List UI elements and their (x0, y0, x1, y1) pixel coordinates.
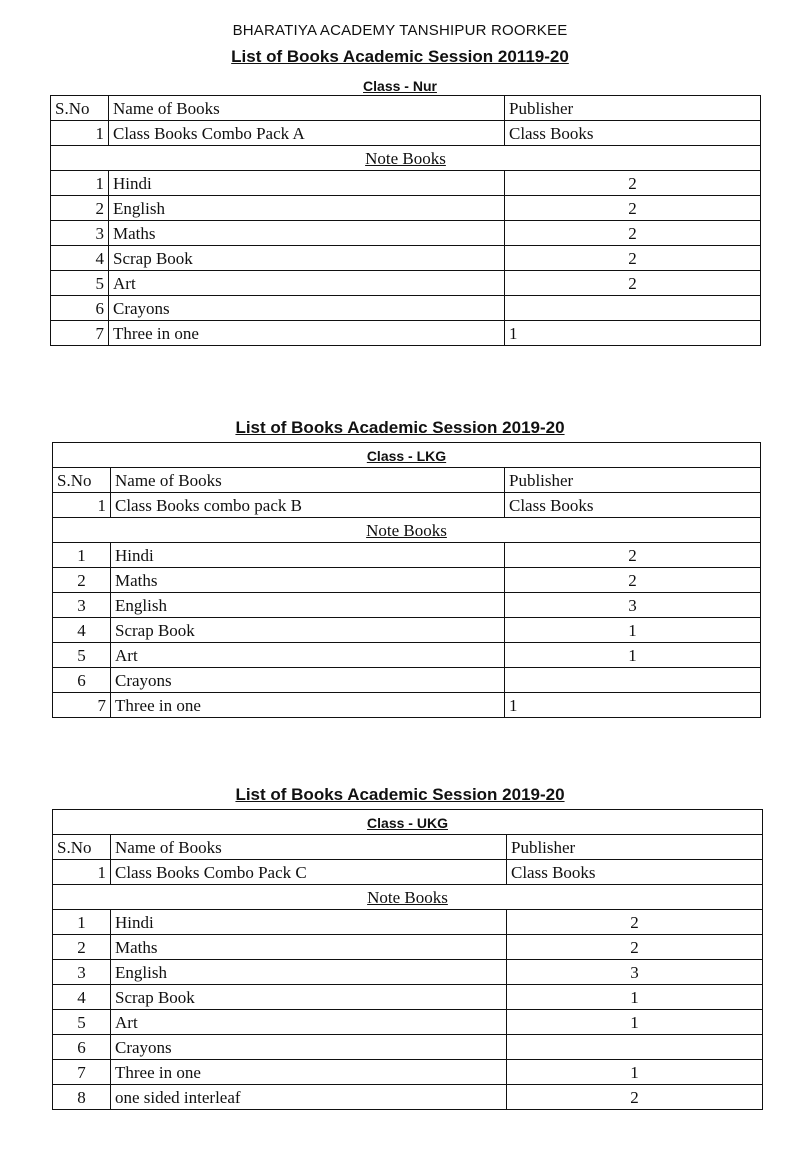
book-name: Class Books Combo Pack A (109, 121, 505, 146)
notebook-qty: 2 (505, 246, 761, 271)
notebook-qty: 2 (505, 568, 761, 593)
table-row (51, 121, 761, 146)
table-row (53, 1085, 763, 1110)
books-table-ukg (52, 809, 763, 1110)
table-row (53, 668, 761, 693)
book-publisher: Class Books (507, 860, 763, 885)
book-name: Class Books combo pack B (111, 493, 505, 518)
notebook-name: Three in one (109, 321, 505, 346)
notebook-name: Hindi (109, 171, 505, 196)
notebook-qty: 1 (505, 693, 761, 718)
section-title-ukg: List of Books Academic Session 2019-20 (235, 785, 565, 804)
notebook-sno: 4 (51, 246, 109, 271)
notebook-name: Three in one (111, 1060, 507, 1085)
table-row (53, 985, 763, 1010)
table-row (53, 960, 763, 985)
table-row (53, 1060, 763, 1085)
class-heading-nur (0, 78, 800, 96)
book-publisher: Class Books (505, 121, 761, 146)
table-row (51, 171, 761, 196)
school-name: BHARATIYA ACADEMY TANSHIPUR ROORKEE (232, 22, 568, 39)
section-title-nur: List of Books Academic Session 20119-20 (231, 47, 569, 66)
table-row (53, 618, 761, 643)
notebook-qty: 2 (505, 171, 761, 196)
table-header-row (51, 96, 761, 121)
notebook-sno: 1 (53, 910, 111, 935)
table-row (53, 593, 761, 618)
sno-header: S.No (53, 835, 111, 860)
table-row (53, 910, 763, 935)
book-publisher: Class Books (505, 493, 761, 518)
notebook-name: English (111, 960, 507, 985)
notebook-qty: 3 (507, 960, 763, 985)
notebook-qty: 1 (507, 985, 763, 1010)
notebook-name: English (111, 593, 505, 618)
publisher-header: Publisher (505, 468, 761, 493)
table-row (51, 246, 761, 271)
notebook-sno: 5 (51, 271, 109, 296)
class-row (53, 443, 761, 468)
notebook-qty: 3 (505, 593, 761, 618)
notebook-name: Scrap Book (111, 618, 505, 643)
notebook-qty: 2 (507, 935, 763, 960)
notebook-name: Maths (109, 221, 505, 246)
notebook-qty: 1 (507, 1010, 763, 1035)
name-header: Name of Books (109, 96, 505, 121)
table-row (53, 493, 761, 518)
notebook-name: Crayons (111, 668, 505, 693)
sno-header: S.No (53, 468, 111, 493)
table-row (51, 221, 761, 246)
notebook-name: Art (111, 643, 505, 668)
notebook-qty: 2 (505, 271, 761, 296)
notebook-name: Maths (111, 568, 505, 593)
notebooks-row (51, 146, 761, 171)
notebook-sno: 3 (53, 593, 111, 618)
notebooks-row (53, 885, 763, 910)
notebook-sno: 5 (53, 1010, 111, 1035)
notebooks-label: Note Books (366, 521, 447, 540)
notebook-sno: 6 (53, 668, 111, 693)
notebook-name: Art (111, 1010, 507, 1035)
section-title-lkg: List of Books Academic Session 2019-20 (235, 418, 565, 437)
table-row (53, 568, 761, 593)
notebooks-row (53, 518, 761, 543)
notebook-name: Three in one (111, 693, 505, 718)
class-label: Class - LKG (366, 448, 447, 464)
notebook-name: Scrap Book (109, 246, 505, 271)
class-label: Class - Nur (363, 78, 437, 94)
notebook-qty (505, 296, 761, 321)
notebook-name: English (109, 196, 505, 221)
notebook-sno: 1 (53, 543, 111, 568)
notebook-sno: 3 (53, 960, 111, 985)
notebook-qty: 2 (505, 543, 761, 568)
notebook-qty: 2 (507, 1085, 763, 1110)
table-row (51, 271, 761, 296)
notebook-name: Hindi (111, 543, 505, 568)
notebook-qty (507, 1035, 763, 1060)
table-row (53, 543, 761, 568)
book-name: Class Books Combo Pack C (111, 860, 507, 885)
table-row (53, 1010, 763, 1035)
table-row (51, 296, 761, 321)
notebook-qty: 1 (505, 643, 761, 668)
notebook-sno: 2 (53, 568, 111, 593)
table-row (53, 693, 761, 718)
table-row (53, 1035, 763, 1060)
name-header: Name of Books (111, 468, 505, 493)
table-row (53, 935, 763, 960)
notebook-sno: 7 (53, 693, 111, 718)
notebooks-label: Note Books (365, 149, 446, 168)
notebook-sno: 6 (53, 1035, 111, 1060)
books-table-lkg (52, 442, 761, 718)
notebook-qty: 1 (505, 321, 761, 346)
publisher-header: Publisher (505, 96, 761, 121)
books-table-nur (50, 95, 761, 346)
notebook-sno: 5 (53, 643, 111, 668)
notebook-name: one sided interleaf (111, 1085, 507, 1110)
book-sno: 1 (51, 121, 109, 146)
table-row (53, 643, 761, 668)
notebook-qty: 2 (505, 196, 761, 221)
class-row (53, 810, 763, 835)
notebook-sno: 4 (53, 985, 111, 1010)
table-header-row (53, 468, 761, 493)
notebook-sno: 2 (51, 196, 109, 221)
notebook-qty: 2 (505, 221, 761, 246)
notebook-sno: 6 (51, 296, 109, 321)
name-header: Name of Books (111, 835, 507, 860)
notebook-name: Art (109, 271, 505, 296)
notebook-qty: 1 (507, 1060, 763, 1085)
notebook-name: Crayons (109, 296, 505, 321)
notebook-sno: 1 (51, 171, 109, 196)
table-row (51, 321, 761, 346)
notebook-sno: 7 (53, 1060, 111, 1085)
table-header-row (53, 835, 763, 860)
notebook-name: Maths (111, 935, 507, 960)
book-sno: 1 (53, 493, 111, 518)
publisher-header: Publisher (507, 835, 763, 860)
notebook-sno: 2 (53, 935, 111, 960)
notebook-qty (505, 668, 761, 693)
notebooks-label: Note Books (367, 888, 448, 907)
notebook-sno: 8 (53, 1085, 111, 1110)
notebook-name: Scrap Book (111, 985, 507, 1010)
notebook-sno: 4 (53, 618, 111, 643)
notebook-qty: 2 (507, 910, 763, 935)
book-sno: 1 (53, 860, 111, 885)
notebook-name: Hindi (111, 910, 507, 935)
class-label: Class - UKG (367, 815, 448, 831)
notebook-sno: 7 (51, 321, 109, 346)
notebook-qty: 1 (505, 618, 761, 643)
sno-header: S.No (51, 96, 109, 121)
notebook-name: Crayons (111, 1035, 507, 1060)
table-row (53, 860, 763, 885)
table-row (51, 196, 761, 221)
notebook-sno: 3 (51, 221, 109, 246)
